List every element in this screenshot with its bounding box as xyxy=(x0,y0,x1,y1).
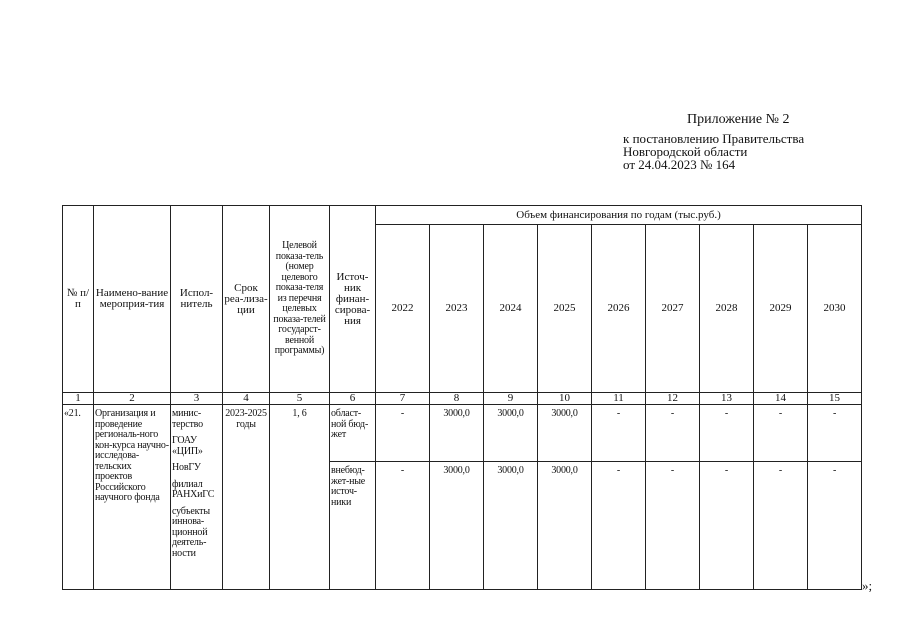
funding-value: 3000,0 xyxy=(538,462,592,590)
funding-value: - xyxy=(808,462,862,590)
funding-value: 3000,0 xyxy=(430,405,484,462)
year-header: 2024 xyxy=(484,225,538,393)
column-number: 4 xyxy=(223,393,270,405)
executor: филиал РАНХиГС xyxy=(172,478,215,500)
funding-value: - xyxy=(376,405,430,462)
funding-value: 3000,0 xyxy=(538,405,592,462)
funding-value: - xyxy=(808,405,862,462)
funding-value: - xyxy=(754,462,808,590)
target-cell: 1, 6 xyxy=(270,405,330,590)
column-number: 10 xyxy=(538,393,592,405)
year-header: 2029 xyxy=(754,225,808,393)
executor: НовГУ xyxy=(172,462,201,473)
year-header: 2028 xyxy=(700,225,754,393)
executors-cell xyxy=(171,405,223,590)
column-number: 5 xyxy=(270,393,330,405)
col-header-executor: Испол-нитель xyxy=(171,206,223,393)
funding-value: - xyxy=(592,405,646,462)
table-row xyxy=(63,405,862,462)
column-number: 3 xyxy=(171,393,223,405)
row-number: «21. xyxy=(63,405,94,590)
decree-line-2: Новгородской области xyxy=(623,144,748,159)
funding-value: 3000,0 xyxy=(484,405,538,462)
funding-value: - xyxy=(754,405,808,462)
funding-value: 3000,0 xyxy=(430,462,484,590)
year-header: 2030 xyxy=(808,225,862,393)
source-name: област-ной бюд-жет xyxy=(330,405,376,462)
funding-value: - xyxy=(646,405,700,462)
column-number: 11 xyxy=(592,393,646,405)
event-name: Организация и проведение региональ-ного кон-курса научно-исследова-тельских проектов Российского научного фонда xyxy=(94,405,171,590)
term-cell: 2023-2025 годы xyxy=(223,405,270,590)
col-header-term: Срок реа-лиза-ции xyxy=(223,206,270,393)
funding-value: - xyxy=(646,462,700,590)
col-header-funding: Объем финансирования по годам (тыс.руб.) xyxy=(376,206,862,225)
appendix-header xyxy=(623,113,893,171)
year-header: 2027 xyxy=(646,225,700,393)
col-header-source: Источ-ник финан-сирова-ния xyxy=(330,206,376,393)
decree-line-3: от 24.04.2023 № 164 xyxy=(623,157,736,172)
column-number: 13 xyxy=(700,393,754,405)
year-header: 2023 xyxy=(430,225,484,393)
column-number: 12 xyxy=(646,393,700,405)
funding-value: - xyxy=(376,462,430,590)
col-header-target: Целевой показа-тель (номер целевого показа-теля из перечня целевых показа-телей государст-венной программы) xyxy=(270,206,330,393)
column-number: 7 xyxy=(376,393,430,405)
funding-value: - xyxy=(700,405,754,462)
column-number: 14 xyxy=(754,393,808,405)
funding-table xyxy=(62,205,862,590)
decree-line-1: к постановлению Правительства xyxy=(623,131,805,146)
column-number: 1 xyxy=(63,393,94,405)
column-number: 6 xyxy=(330,393,376,405)
column-number: 9 xyxy=(484,393,538,405)
appendix-title: Приложение № 2 xyxy=(687,112,790,127)
year-header: 2022 xyxy=(376,225,430,393)
funding-value: - xyxy=(700,462,754,590)
column-number: 15 xyxy=(808,393,862,405)
col-header-num: № п/п xyxy=(63,206,94,393)
column-number-row xyxy=(63,393,862,405)
executor: минис-терство xyxy=(172,408,203,430)
column-number: 2 xyxy=(94,393,171,405)
funding-value: - xyxy=(592,462,646,590)
header-row xyxy=(63,206,862,225)
executor: ГОАУ «ЦИП» xyxy=(172,435,203,457)
closing-quote: »; xyxy=(862,578,873,593)
year-header: 2025 xyxy=(538,225,592,393)
funding-value: 3000,0 xyxy=(484,462,538,590)
source-name: внебюд-жет-ные источ-ники xyxy=(330,462,376,590)
column-number: 8 xyxy=(430,393,484,405)
executor: субъекты иннова-ционной деятель-ности xyxy=(172,505,210,559)
year-header: 2026 xyxy=(592,225,646,393)
col-header-name: Наимено-вание мероприя-тия xyxy=(94,206,171,393)
